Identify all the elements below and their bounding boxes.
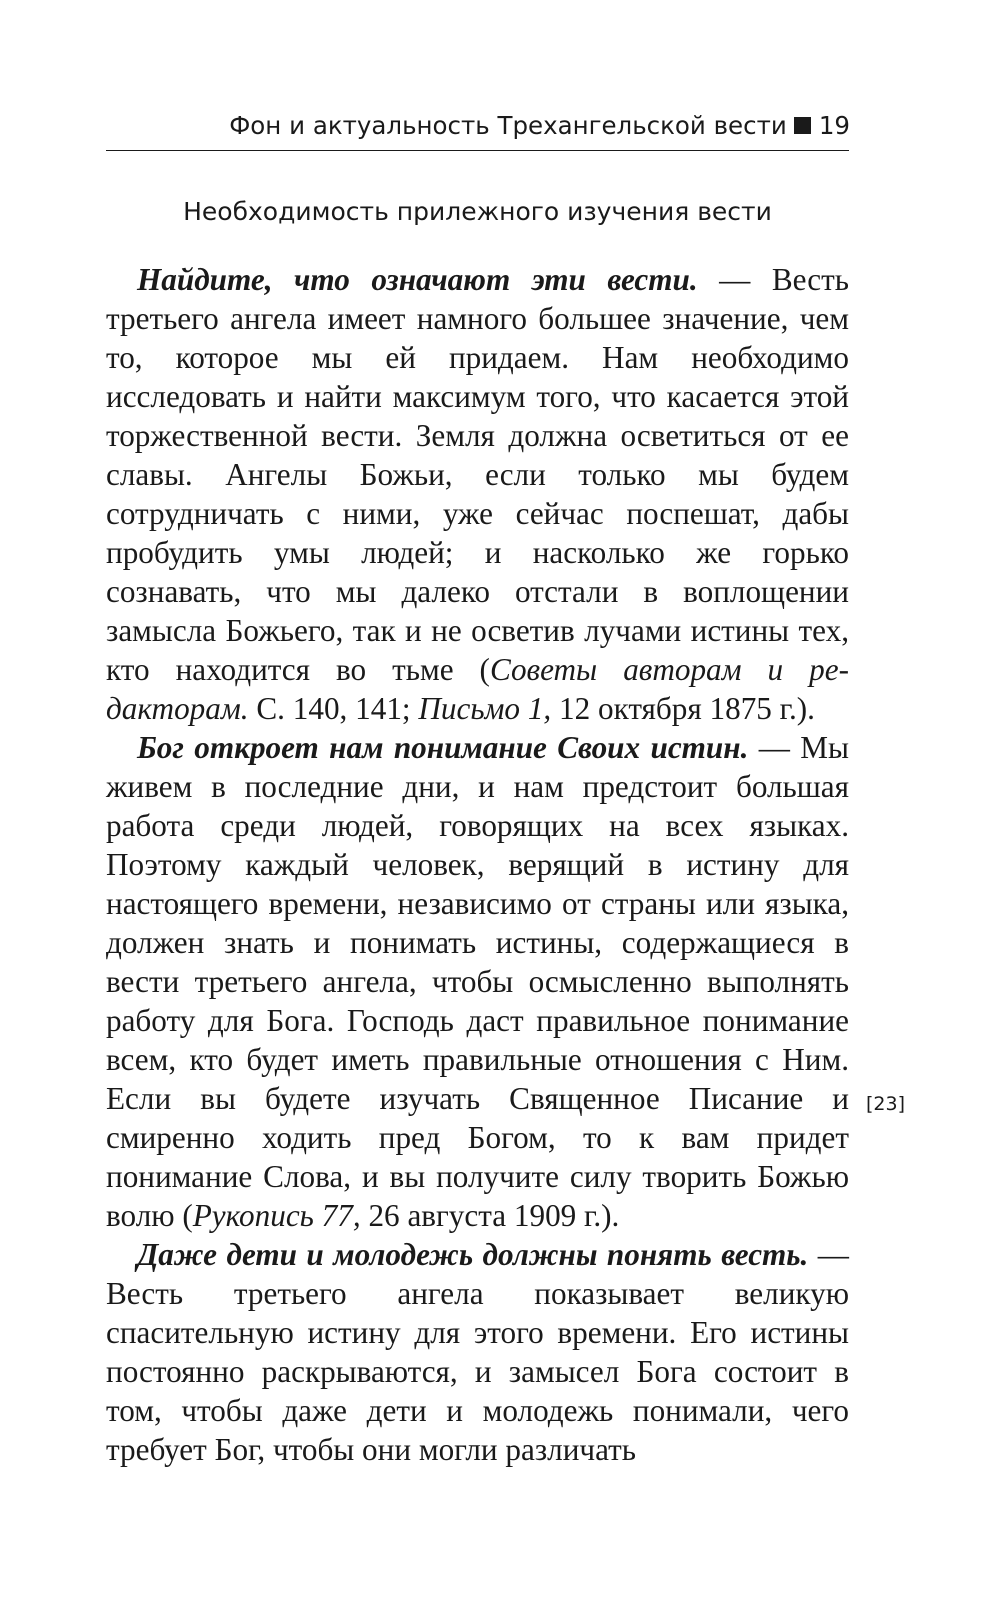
paragraph-1-text-3: 12 октября 1875 г.). bbox=[551, 691, 815, 726]
paragraph-1 bbox=[106, 260, 849, 728]
paragraph-3 bbox=[106, 1235, 849, 1469]
header-rule bbox=[106, 150, 849, 151]
margin-page-reference: [23] bbox=[866, 1093, 906, 1115]
section-title: Необходимость прилежного изучения вести bbox=[183, 197, 772, 226]
paragraph-3-text: — Весть третьего ангела показывает великую спасительную истину для этого времени. Его истины постоянно раскрываются, и замысел Бога состоит в том, чтобы даже дети и молодежь понимали, чего требует Бог, чтобы они могли различать bbox=[106, 1237, 849, 1467]
paragraph-2-source-1: Рукопись 77, bbox=[192, 1198, 361, 1233]
body-text bbox=[106, 260, 849, 1469]
paragraph-2-text-2: 26 августа 1909 г.). bbox=[360, 1198, 620, 1233]
running-head-title: Фон и актуальность Трехангельской вести bbox=[229, 111, 787, 140]
paragraph-1-source-1: Советы авторам и редакторам. bbox=[106, 652, 849, 726]
paragraph-3-heading: Даже дети и молодежь должны понять весть. bbox=[137, 1237, 809, 1272]
running-head bbox=[229, 111, 850, 140]
paragraph-1-heading: Найдите, что означают эти вести. bbox=[137, 262, 698, 297]
paragraph-2-heading: Бог откроет нам понимание Своих истин. bbox=[137, 730, 749, 765]
square-separator-icon bbox=[794, 117, 811, 134]
paragraph-1-text-2: С. 140, 141; bbox=[248, 691, 419, 726]
paragraph-2-text: — Мы живем в последние дни, и нам предстоит большая работа среди людей, говорящих на всех языках. Поэтому каждый человек, верящий в истину для настоящего времени, независимо от страны или языка, должен знать и понимать истины, содержащиеся в вести третьего ангела, чтобы осмысленно выполнять работу для Бога. Господь даст правильное понимание всем, кто будет иметь правильные отношения с Ним. Если вы будете изучать Священное Писание и смиренно ходить пред Богом, то к вам придет понимание Слова, и вы получите силу творить Божью волю ( bbox=[106, 730, 849, 1233]
paragraph-1-source-2: Письмо 1, bbox=[418, 691, 552, 726]
paragraph-2 bbox=[106, 728, 849, 1235]
paragraph-1-text: — Весть третьего ангела имеет намного большее значение, чем то, которое мы ей придаем. Нам необходимо исследовать и найти максимум того, что касается этой торжественной вести. Земля должна осветиться от ее славы. Ангелы Божьи, если только мы будем сотрудничать с ними, уже сейчас поспешат, дабы пробудить умы людей; и насколько же горько сознавать, что мы далеко отстали в воплощении замысла Божьего, так и не осветив лучами истины тех, кто находится во тьме ( bbox=[106, 262, 850, 687]
page-number: 19 bbox=[818, 111, 850, 140]
